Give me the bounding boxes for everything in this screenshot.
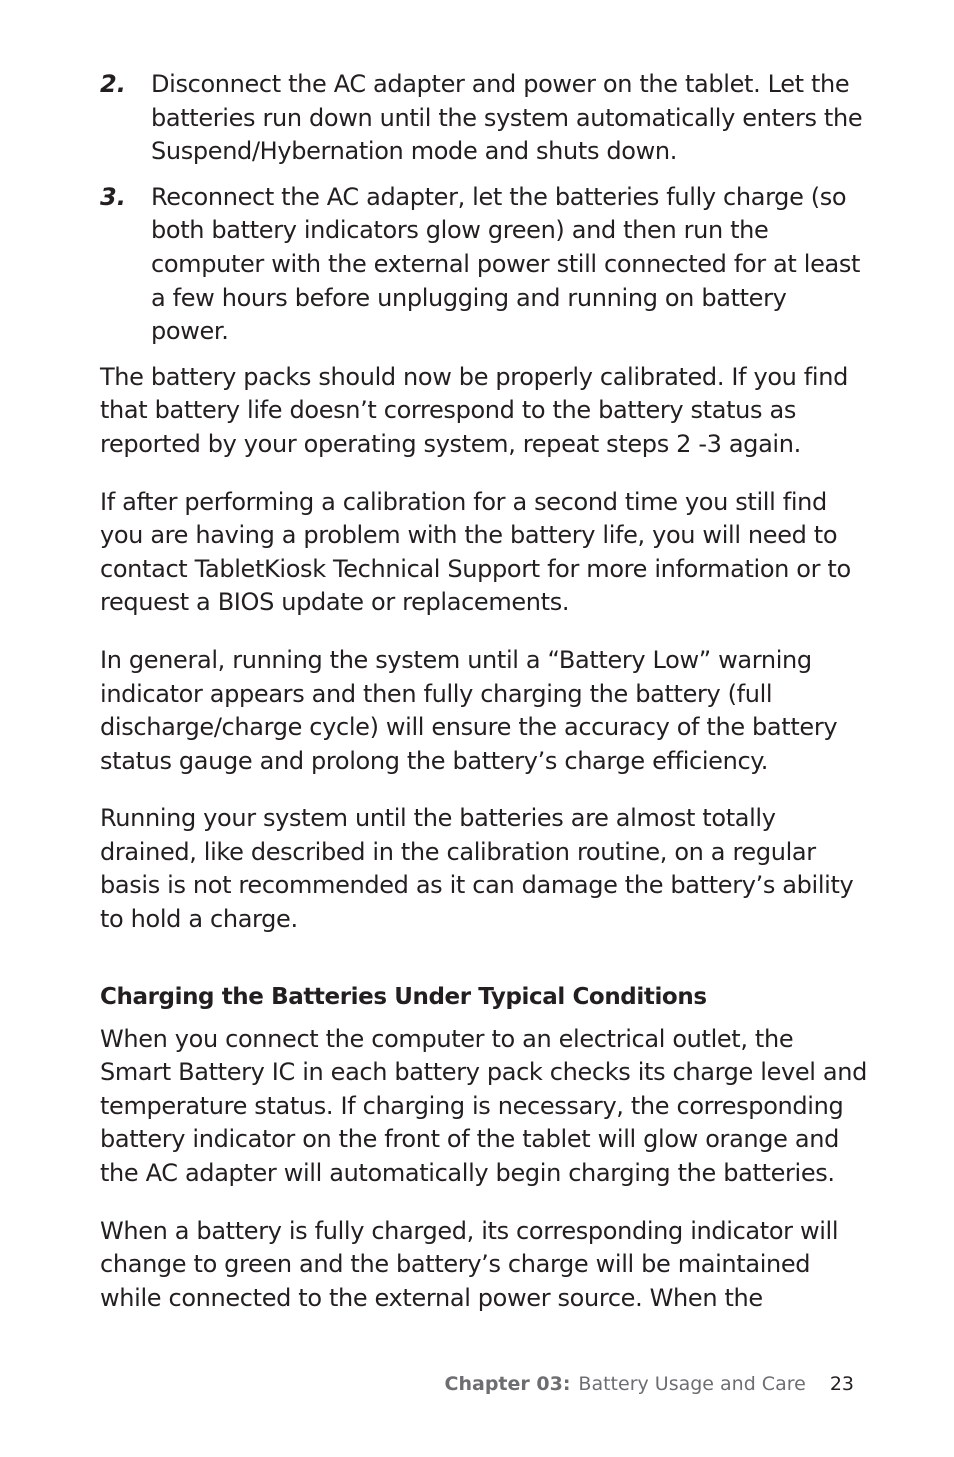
paragraph-running: Running your system until the batteries are almost totally drained, like described in the calibration routine, on a regular basis is not recommended as it can damage the battery’s ability to hold a charge. <box>100 804 854 934</box>
step-number: 2. <box>100 70 126 98</box>
paragraph-fully-charged: When a battery is fully charged, its corresponding indicator will change to green and the battery’s charge will be maintained while connected to the external power source. When the <box>100 1216 839 1312</box>
page-number: 23 <box>829 1373 854 1395</box>
step-text: Reconnect the AC adapter, let the batteries fully charge (so both battery indicators glow green) and then run the computer with the external power still connected for at least a few hours before unplugging and running on battery power. <box>151 182 861 346</box>
chapter-label: Chapter 03: <box>444 1373 571 1395</box>
list-item-step-3 <box>100 181 870 349</box>
step-number: 3. <box>100 182 126 211</box>
paragraph-general: In general, running the system until a “Battery Low” warning indicator appears and then fully charging the battery (full discharge/charge cycle) will ensure the accuracy of the battery status gauge and prolong the battery’s charge efficiency. <box>100 645 838 775</box>
paragraph-calibrated: The battery packs should now be properly calibrated. If you find that battery life doesn’t correspond to the battery status as reported by your operating system, repeat steps 2 -3 again. <box>100 362 848 458</box>
step-text: Disconnect the AC adapter and power on the tablet. Let the batteries run down until the system automatically enters the Suspend/Hybernation mode and shuts down. <box>151 70 863 166</box>
section-heading: Charging the Batteries Under Typical Conditions <box>100 983 707 1010</box>
page-content <box>100 68 870 1339</box>
paragraph-connect: When you connect the computer to an electrical outlet, the Smart Battery IC in each battery pack checks its charge level and temperature status. If charging is necessary, the corresponding battery indicator on the front of the tablet will glow orange and the AC adapter will automatically begin charging the batteries. <box>100 1024 867 1188</box>
paragraph-second-calibration: If after performing a calibration for a second time you still find you are having a problem with the battery life, you will need to contact TabletKiosk Technical Support for more information or to request a BIOS update or replacements. <box>100 487 851 617</box>
list-item-step-2 <box>100 68 870 169</box>
chapter-title: Battery Usage and Care <box>578 1373 806 1395</box>
page-footer <box>445 1370 854 1398</box>
